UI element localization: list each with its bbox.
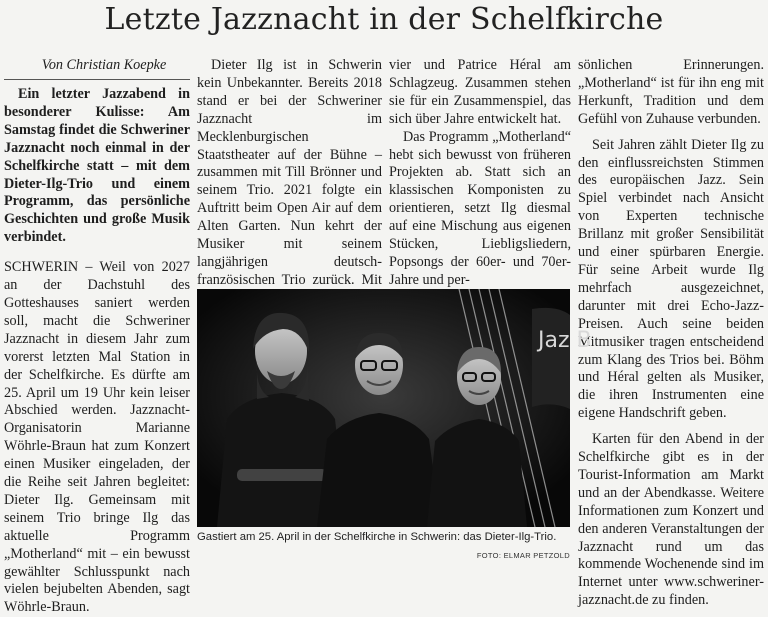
- column-1: [4, 57, 190, 75]
- body-paragraph-3: vier und Patrice Héral am Schlagzeug. Zusammen stehen sie für ein Zusammenspiel, das sich über Jahre entwickelt hat.: [389, 57, 571, 127]
- column-1-body: [4, 86, 190, 617]
- column-4: [578, 57, 764, 610]
- lead-paragraph: Ein letzter Jazzabend in besonderer Kulisse: Am Samstag findet die Schweriner Jazznacht noch einmal in der Schelfkirche statt – mit dem Dieter-Ilg-Trio und einem Programm, das persönliche Geschichten und große Musik verbindet.: [4, 86, 190, 246]
- body-paragraph-2: Dieter Ilg ist in Schwerin kein Unbekannter. Bereits 2018 stand er bei der Schweriner Jazznacht im Mecklenburgischen Staatstheater auf der Bühne – zusammen mit Till Brönner und seinem Trio. 2021 folgte ein Auftritt beim Open Air auf dem Alten Garten. Nun kehrt der Musiker mit seinem langjährigen deutsch-französischen Trio zurück. Mit: [197, 57, 382, 288]
- band-photo: [197, 289, 592, 527]
- body-paragraph-7: Karten für den Abend in der Schelfkirche gibt es in der Tourist-Information am Markt und an der Abendkasse. Weitere Informationen zum Konzert und den anderen Veranstaltungen der Jazznacht rund um das kommende Wochenende sind im Internet unter www.schweriner-jazznacht.de zu finden.: [578, 431, 764, 609]
- body-paragraph-6: Seit Jahren zählt Dieter Ilg zu den einflussreichsten Stimmen des europäischen Jazz. Sein Spiel verbindet nach Ansicht von Experten technische Brillanz mit großer Sensibilität und einer spürbaren Energie. Für seine Arbeit wurde Ilg mehrfach ausgezeichnet, darunter mit drei Echo-Jazz-Preisen. Auch seine beiden Mitmusiker tragen entscheidend zum Klang des Trios bei. Böhm und Héral gelten als Musiker, die ihren Instrumenten eine eigene Handschrift geben.: [578, 136, 764, 422]
- headline: Letzte Jazznacht in der Schelfkirche: [104, 2, 664, 37]
- band-photo-illustration: [197, 289, 592, 527]
- photo-credit: FOTO: ELMAR PETZOLD: [476, 551, 570, 560]
- byline-rule: [4, 79, 190, 80]
- column-3: [389, 57, 571, 290]
- photo-caption: [197, 530, 570, 563]
- byline: Von Christian Koepke: [41, 57, 167, 73]
- body-paragraph-4: Das Programm „Motherland“ hebt sich bewusst von früheren Projekten ab. Statt sich an klassischen Komponisten zu orientieren, setzt Ilg diesmal auf eine Mischung aus eigenen Stücken, Liebligsliedern, Popsongs der 60er- und 70er-Jahre und per-: [389, 128, 571, 288]
- caption-text: Gastiert am 25. April in der Schelfkirche in Schwerin: das Dieter-Ilg-Trio.: [197, 531, 557, 543]
- banner-sign-text: Jaz B: [538, 328, 592, 353]
- body-paragraph-5: sönlichen Erinnerungen. „Motherland“ ist für ihn eng mit Herkunft, Tradition und dem Gefühl von Zuhause verbunden.: [578, 57, 764, 127]
- body-paragraph-1: SCHWERIN – Weil von 2027 an der Dachstuhl des Gotteshauses saniert werden soll, macht die Schweriner Jazznacht in diesem Jahr zum vorerst letzten Mal Station in der Schelfkirche. Es dürfte am 25. April um 19 Uhr kein leiser Abschied werden. Jazznacht-Organisatorin Marianne Wöhrle-Braun hat zum Konzert einen Musiker eingeladen, der die Reihe seit Jahren begleitet: Dieter Ilg. Gemeinsam mit seinem Trio bringe Ilg das aktuelle Programm „Motherland“ mit – ein bewusst gewählter Schlusspunkt nach vielen bejubelten Abenden, sagt Wöhrle-Braun.: [4, 259, 190, 616]
- column-2: [197, 57, 382, 326]
